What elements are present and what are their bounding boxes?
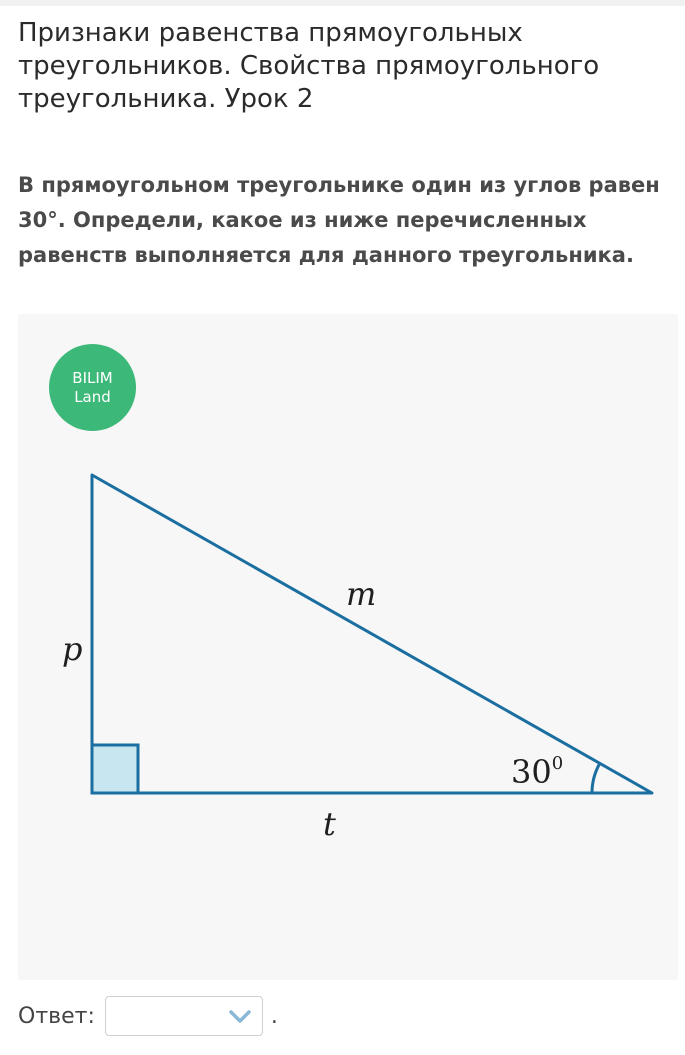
side-label-p: p [62, 630, 83, 668]
answer-row [18, 995, 278, 1037]
angle-degree-superscript: 0 [551, 753, 564, 774]
lesson-title: Признаки равенства прямоугольных треугольников. Свойства прямоугольного треугольника. Урок 2 [18, 18, 600, 114]
side-label-m: m [346, 575, 377, 613]
logo-line-2: Land [74, 388, 111, 406]
triangle-outline [92, 475, 652, 793]
question-text: В прямоугольном треугольнике один из углов равен 30°. Определи, какое из ниже перечисленных равенств выполняется для данного треугольника. [18, 173, 660, 267]
top-strip [0, 0, 685, 6]
answer-period: . [270, 1003, 278, 1029]
angle-value: 30 [511, 753, 552, 791]
right-triangle-figure [18, 314, 678, 980]
angle-arc [592, 763, 600, 793]
logo-line-1: BILIM [72, 369, 113, 387]
answer-dropdown[interactable] [105, 996, 263, 1036]
right-angle-marker [92, 745, 138, 793]
side-label-t: t [323, 805, 336, 843]
figure-panel [18, 314, 678, 980]
angle-label [511, 753, 563, 791]
answer-label: Ответ: [18, 1003, 95, 1029]
chevron-down-icon [228, 1006, 252, 1026]
